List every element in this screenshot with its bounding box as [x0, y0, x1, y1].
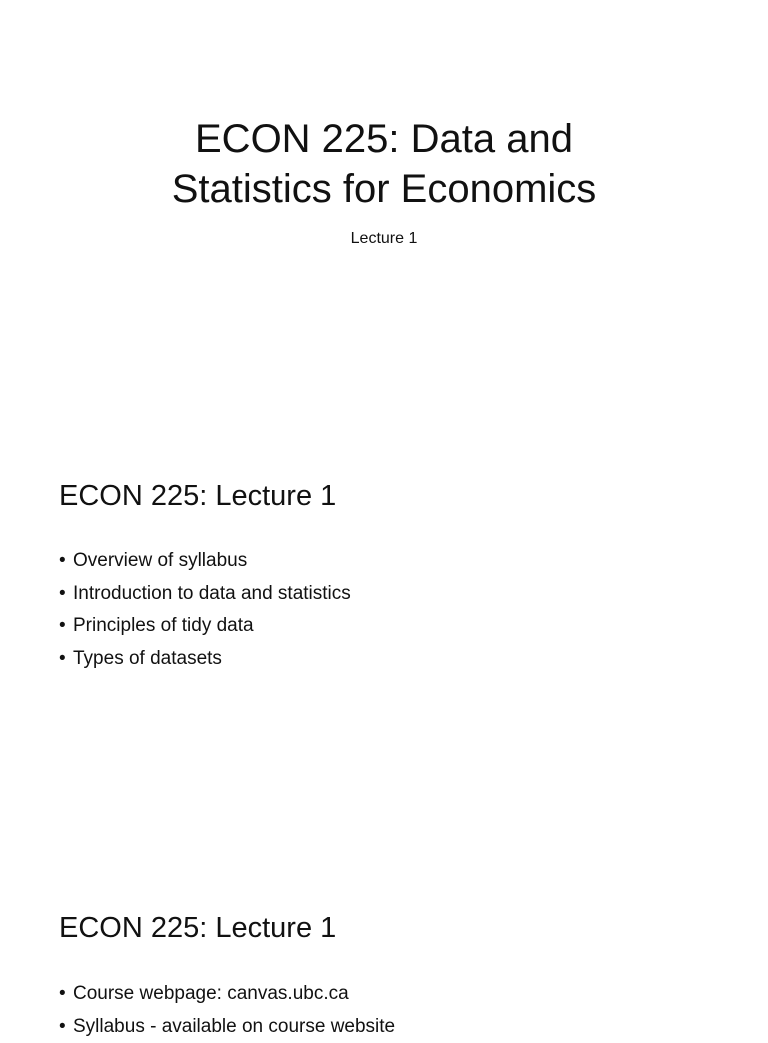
bullet-icon: • [59, 643, 73, 676]
slide-heading: ECON 225: Lecture 1 [59, 478, 336, 514]
course-info-slide [0, 864, 768, 1024]
bullet-item [59, 578, 351, 611]
bullet-icon: • [59, 545, 73, 578]
slide-heading: ECON 225: Lecture 1 [59, 910, 336, 946]
bullet-text: Course webpage: canvas.ubc.ca [73, 978, 349, 1011]
slide-title-line-1: ECON 225: Data and [0, 114, 768, 164]
bullet-icon: • [59, 610, 73, 643]
bullet-text: Introduction to data and statistics [73, 578, 351, 611]
bullet-list [59, 545, 351, 675]
bullet-item [59, 643, 351, 676]
agenda-slide [0, 432, 768, 864]
bullet-text: Types of datasets [73, 643, 222, 676]
bullet-text: Overview of syllabus [73, 545, 247, 578]
bullet-icon: • [59, 578, 73, 611]
bullet-icon: • [59, 978, 73, 1011]
bullet-icon: • [59, 1011, 73, 1043]
title-slide [0, 0, 768, 432]
slide-subtitle: Lecture 1 [0, 228, 768, 250]
slide-title [0, 114, 768, 214]
bullet-text: Syllabus - available on course website [73, 1011, 395, 1043]
slide-title-line-2: Statistics for Economics [0, 164, 768, 214]
bullet-item [59, 1011, 395, 1043]
bullet-text: Principles of tidy data [73, 610, 254, 643]
bullet-list [59, 978, 395, 1043]
bullet-item [59, 978, 395, 1011]
bullet-item [59, 610, 351, 643]
bullet-item [59, 545, 351, 578]
